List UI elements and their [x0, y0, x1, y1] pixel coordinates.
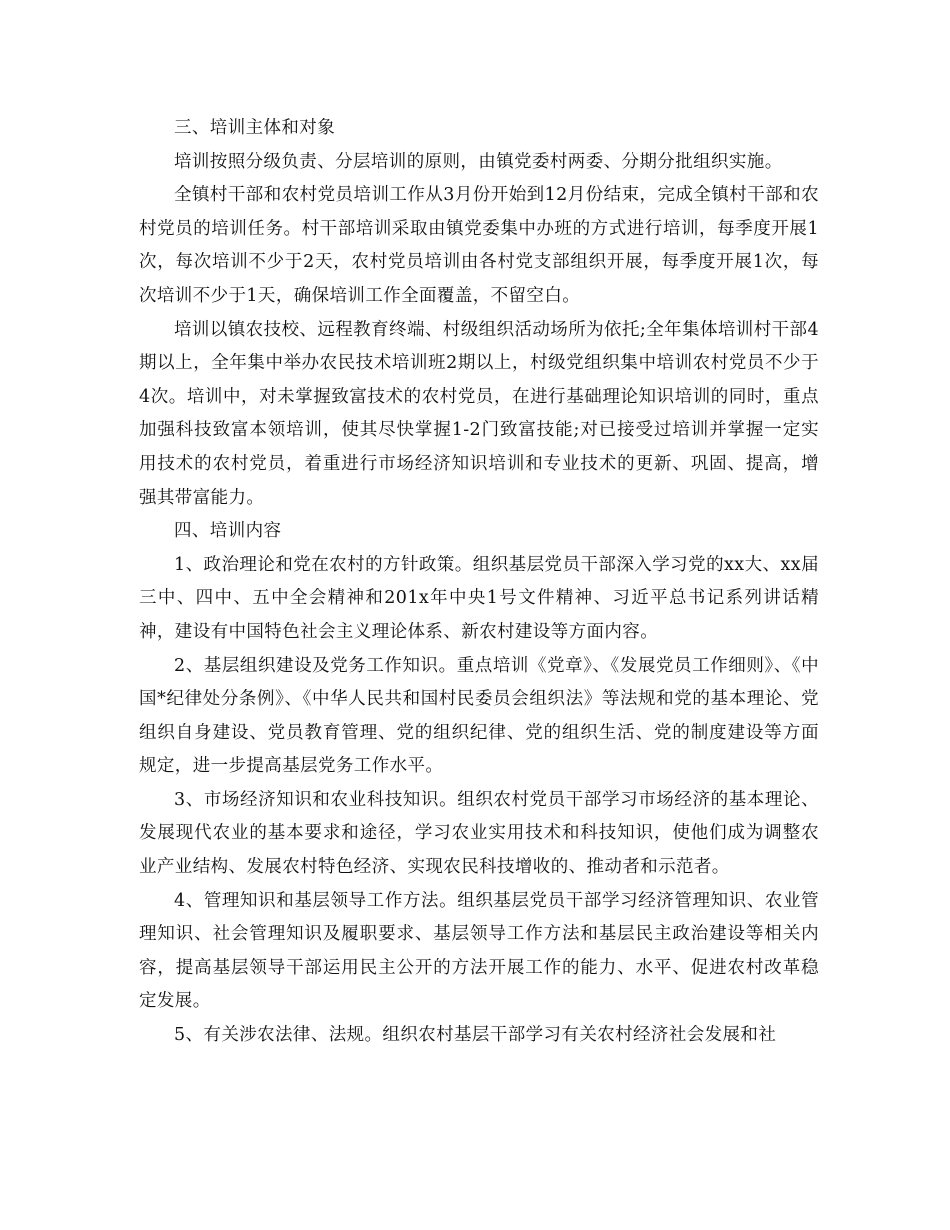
paragraph-content-item-5: 5、有关涉农法律、法规。组织农村基层干部学习有关农村经济社会发展和社 — [174, 1025, 777, 1046]
document-body — [139, 112, 819, 1053]
paragraph-content-item-1: 1、政治理论和党在农村的方针政策。组织基层党员干部深入学习党的xx大、xx届三中、四中、五中全会精神和201x年中央1号文件精神、习近平总书记系列讲话精神，建设有中国特色社会主义理论体系、新农村建设等方面内容。 — [139, 554, 819, 642]
paragraph-content-item-4: 4、管理知识和基层领导工作方法。组织基层党员干部学习经济管理知识、农业管理知识、社会管理知识及履职要求、基层领导工作方法和基层民主政治建设等相关内容，提高基层领导干部运用民主公开的方法开展工作的能力、水平、促进农村改革稳定发展。 — [139, 890, 819, 1012]
section-heading-training-content: 四、培训内容 — [174, 521, 282, 542]
paragraph-training-venues: 培训以镇农技校、远程教育终端、村级组织活动场所为依托;全年集体培训村干部4期以上，全年集中举办农民技术培训班2期以上，村级党组织集中培训农村党员不少于4次。培训中，对未掌握致富技术的农村党员，在进行基础理论知识培训的同时，重点加强科技致富本领培训，使其尽快掌握1-2门致富技能;对已接受过培训并掌握一定实用技术的农村党员，着重进行市场经济知识培训和专业技术的更新、巩固、提高，增强其带富能力。 — [139, 319, 819, 508]
paragraph-training-principle: 培训按照分级负责、分层培训的原则，由镇党委村两委、分期分批组织实施。 — [174, 151, 783, 172]
section-heading-training-subjects: 三、培训主体和对象 — [174, 118, 336, 138]
paragraph-training-schedule: 全镇村干部和农村党员培训工作从3月份开始到12月份结束，完成全镇村干部和农村党员的培训任务。村干部培训采取由镇党委集中办班的方式进行培训，每季度开展1次，每次培训不少于2天，农村党员培训由各村党支部组织开展，每季度开展1次，每次培训不少于1天，确保培训工作全面覆盖，不留空白。 — [139, 185, 819, 306]
paragraph-content-item-3: 3、市场经济知识和农业科技知识。组织农村党员干部学习市场经济的基本理论、发展现代农业的基本要求和途径，学习农业实用技术和科技知识，使他们成为调整农业产业结构、发展农村特色经济、实现农民科技增收的、推动者和示范者。 — [139, 789, 819, 878]
paragraph-content-item-2: 2、基层组织建设及党务工作知识。重点培训《党章》、《发展党员工作细则》、《中国*纪律处分条例》、《中华人民共和国村民委员会组织法》等法规和党的基本理论、党组织自身建设、党员教育管理、党的组织纪律、党的组织生活、党的制度建设等方面规定，进一步提高基层党务工作水平。 — [139, 655, 819, 777]
